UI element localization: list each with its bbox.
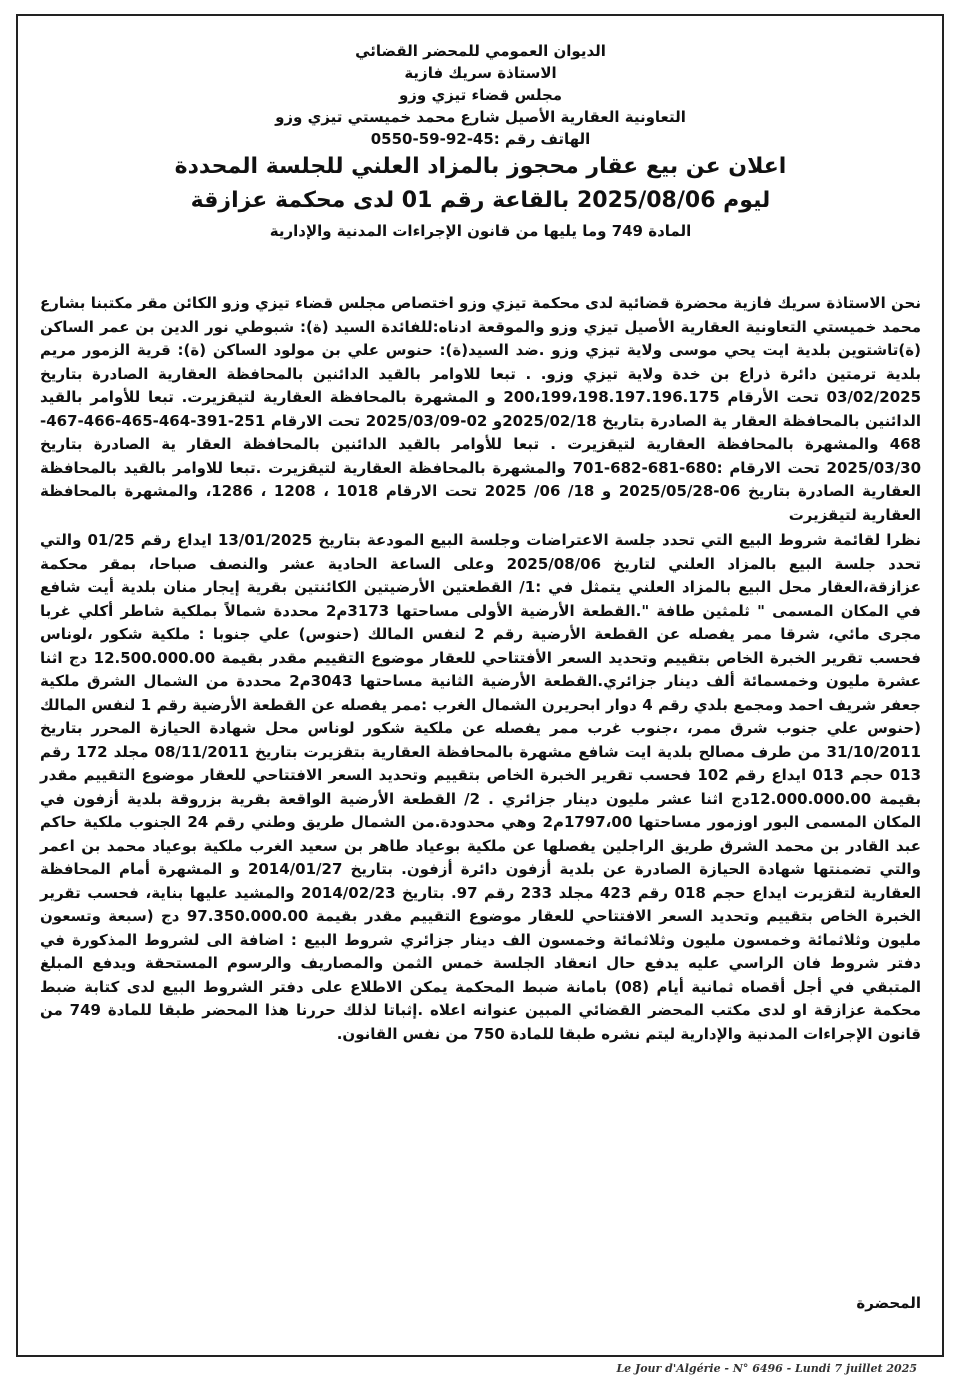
notice-title-line2: ليوم 2025/08/06 بالقاعة رقم 01 لدى محكمة عزازقة — [190, 188, 771, 213]
signature: المحضرة — [856, 1294, 921, 1312]
newspaper-footer: Le Jour d'Algérie - N° 6496 - Lundi 7 juillet 2025 — [616, 1362, 917, 1375]
notice-header — [40, 40, 921, 242]
office-address: التعاونية العقارية الأصيل شارع محمد خميستي تيزي وزو — [275, 108, 686, 126]
court-council: مجلس قضاء تيزي وزو — [398, 86, 563, 104]
notice-body — [40, 292, 921, 1046]
body-paragraph-parties: نحن الاستاذة سريك فازية محضرة قضائية لدى محكمة تيزي وزو اختصاص مجلس قضاء تيزي وزو الكائن مقر مكتبنا بشارع محمد خميستي التعاونية العقارية الأصيل تيزي وزو والموقعة ادناه:للفائدة السيد (ة): شبوطي نور الدين بن عمر الساكن (ة)تاشتوين بلدية ايت يحي موسى ولاية تيزي وزو .ضد السيد(ة): حنوس علي بن مولود الساكن (ة): قرية الزمور مريم بلدية ترمتين دائرة ذراع بن خدة ولاية تيزي وزو. . تبعا للاوامر بالقيد الدائنين بالمحافظة العقارية الصادرة بتاريخ 03/02/2025 تحت الأرقام 200،199،198.197.196.175 و المشهرة بالمحافظة العقارية لتيقزيرت. تبعا للأوامر بالقيد الدائنين بالمحافظة العقار ية الصادرة بتاريخ 2025/02/18و 02-2025/03/09 تحت الارقام 251-391-464-465-466-467-468 والمشهرة بالمحافظة العقارية لتيقزيرت . تبعا للأوامر بالقيد الدائنين بالمحافظة العقار ية الصادرة بتاريخ 2025/03/30 تحت الارقام :680-681-682-701 والمشهرة بالمحافظة العقارية لتيقزيرت .تبعا للاوامر بالقيد بالمحافظة العقارية الصادرة بتاريخ 06-2025/05/28 و 18/ 06/ 2025 تحت الارقام 1018 ، 1208 ، 1286، والمشهرة بالمحافظة العقارية لتيقزيرت — [40, 294, 921, 524]
legal-reference: المادة 749 وما يليها من قانون الإجراءات المدنية والإدارية — [269, 222, 692, 240]
bailiff-name: الاستاذة سريك فازية — [404, 64, 557, 82]
office-name: الديوان العمومي للمحضر القضائي — [355, 42, 606, 60]
office-phone: الهاتف رقم :45-92-59-0550 — [370, 130, 591, 148]
body-paragraph-property: نظرا لقائمة شروط البيع التي تحدد جلسة الاعتراضات وجلسة البيع المودعة بتاريخ 13/01/2025 ايداع رقم 01/25 والتي تحدد جلسة البيع بالمزاد العلني لتاريخ 2025/08/06 وعلى الساعة الحادية عشر والنصف صباحا، بمقر محكمة عزازقة،العقار محل البيع بالمزاد العلني يتمثل في :1/ القطعتين الأرضيتين الكائنتين بقرية إيجار منان بلدية أيت شافع في المكان المسمى " ثلمثين طافة ".القطعة الأرضية الأولى مساحتها 3173م2 محددة شمالاً بملكية شاطر أكلي غربا مجرى مائي، شرقا ممر يفصله عن القطعة الأرضية رقم 2 لنفس المالك (حنوس) علي جنوبا : ملكية شكور ،لوناس فحسب تقرير الخبرة الخاص بتقييم وتحديد السعر الأفتتاحي للعقار موضوع التقييم مقدر بقيمة 12.500.000.00 دج اثنا عشرة مليون وخمسمائة ألف دينار جزائري.القطعة الأرضية الثانية مساحتها 3043م2 محددة من الشمال الشرق ملكية جعفر شريف احمد ومجمع بلدي رقم 4 دوار ابحريرن الشمال الغرب :ممر يفصله عن القطعة الأرضية رقم 1 لنفس المالك (حنوس علي جنوب شرق ممر، ،جنوب غرب ممر يفصله عن ملكية شكور لوناس محل شهادة الحيازة المحرر بتاريخ 31/10/2011 من طرف مصالح بلدية ايت شافع مشهرة بالمحافظة العقارية بتقزيرت بتاريخ 08/11/2011 مجلد 172 رقم 013 حجم 013 ايداع رقم 102 فحسب تقرير الخبرة الخاص بتقييم وتحديد السعر الافتتاحي للعقار موضوع التقييم مقدر بقيمة 12.000.000.00دج اثنا عشر مليون دينار جزائري . 2/ القطعة الأرضية الواقعة بقرية بزروقة بلدية أزفون في المكان المسمى البور اوزمور مساحتها 1797،00م2 وهي محدودة.من الشمال طريق وطني رقم 24 الجنوب ملكية حاكم عبد القادر بن محمد الشرق طريق الراجلين يفصلها عن ملكية بوعياد طاهر بن سعيد الغرب ملكية بوعياد محمد بن اعمر والتي تضمنتها شهادة الحيازة الصادرة عن بلدية أزفون دائرة أزفون. بتاريخ 2014/01/27 و المشهرة أمام المحافظة العقارية لتقزيرت ايداع حجم 018 رقم 423 مجلد 233 رقم 97. بتاريخ 2014/02/23 والمشيد عليها بناية، فحسب تقرير الخبرة الخاص بتقييم وتحديد السعر الافتتاحي للعقار موضوع التقييم مقدر بقيمة 97.350.000.00 دج (سبعة وتسعون مليون وثلاثمائة وخمسون مليون وثلاثمائة وخمسون الف دينار جزائري شروط البيع : اضافة الى لشروط المذكورة في دفتر شروط فان الراسي عليه يدفع حال انعقاد الجلسة خمس الثمن والمصاريف والرسوم المستحقة ويدفع المبلغ المتبقي في أجل أقصاه ثمانية أيام (08) بامانة ضبط المحكمة يمكن الاطلاع على دفتر الشروط البيع لدى كتابة ضبط محكمة عزازقة او لدى مكتب المحضر القضائي المبين عنوانه اعلاه .إثباتا لذلك حررنا هذا المحضر طبقا للمادة 749 من قانون الإجراءات المدنية والإدارية ليتم نشره طبقا للمادة 750 من نفس القانون. — [40, 531, 922, 1043]
notice-title-line1: اعلان عن بيع عقار محجوز بالمزاد العلني للجلسة المحددة — [174, 154, 787, 179]
